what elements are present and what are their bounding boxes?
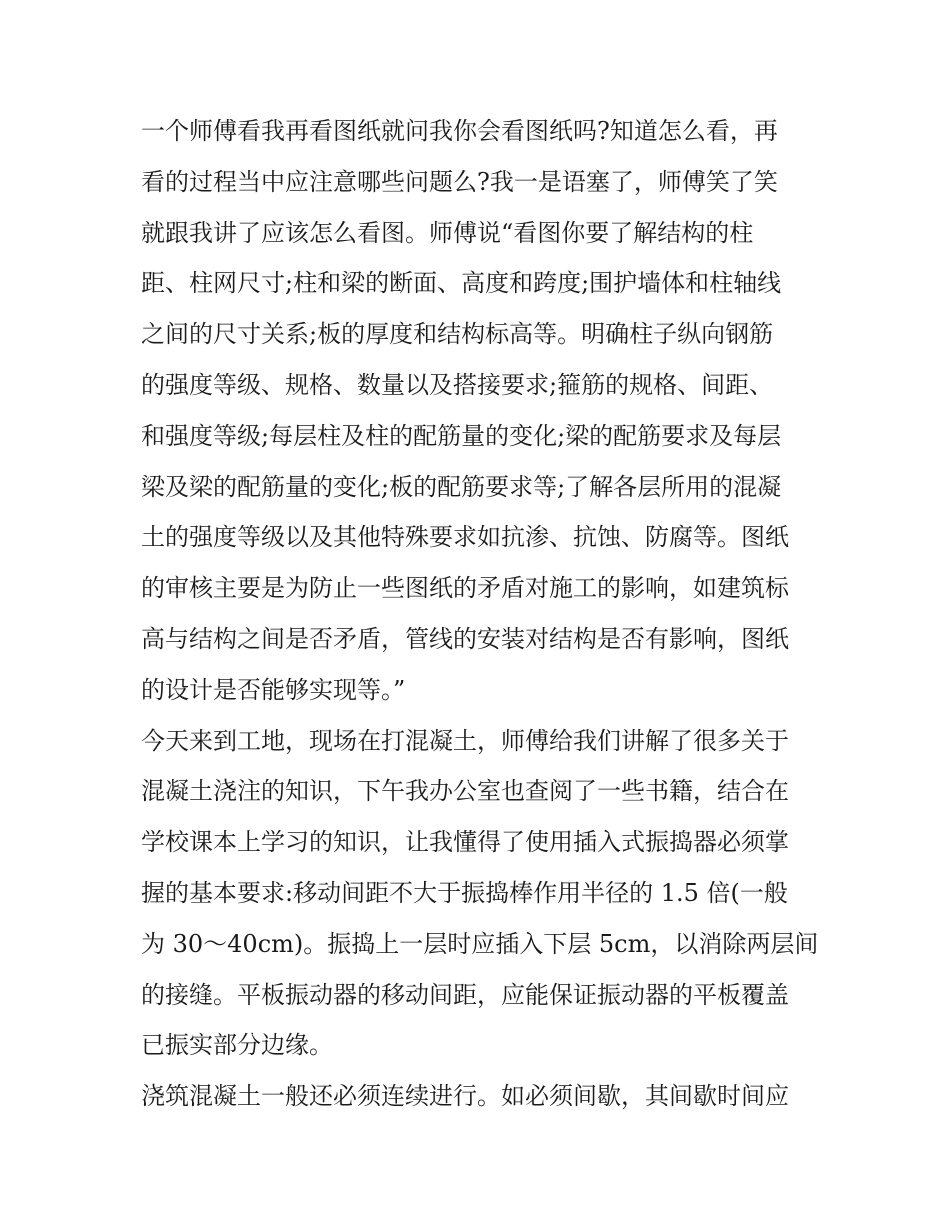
text-line: 的接缝。平板振动器的移动间距，应能保证振动器的平板覆盖 — [141, 980, 789, 1009]
text-line: 高与结构之间是否矛盾，管线的安装对结构是否有影响，图纸 — [141, 624, 789, 653]
text-line: 为 30～40cm)。振捣上一层时应插入下层 5cm，以消除两层间 — [141, 929, 819, 958]
text-line: 今天来到工地，现场在打混凝土，师傅给我们讲解了很多关于 — [141, 726, 789, 755]
body-text — [141, 106, 819, 1122]
text-line: 看的过程当中应注意哪些问题么?我一是语塞了，师傅笑了笑 — [141, 167, 778, 196]
text-line: 握的基本要求:移动间距不大于振捣棒作用半径的 1.5 倍(一般 — [141, 878, 788, 907]
text-line: 的设计是否能够实现等。” — [141, 675, 406, 704]
paragraph-continuous-pouring — [141, 1071, 813, 1122]
text-line: 的强度等级、规格、数量以及搭接要求;箍筋的规格、间距、 — [141, 370, 774, 399]
text-line: 梁及梁的配筋量的变化;板的配筋要求等;了解各层所用的混凝 — [141, 472, 782, 501]
text-line: 学校课本上学习的知识，让我懂得了使用插入式振捣器必须掌 — [141, 828, 789, 857]
text-line: 的审核主要是为防止一些图纸的矛盾对施工的影响，如建筑标 — [141, 574, 789, 603]
text-line: 土的强度等级以及其他特殊要求如抗渗、抗蚀、防腐等。图纸 — [141, 523, 789, 552]
text-line: 一个师傅看我再看图纸就问我你会看图纸吗?知道怎么看，再 — [141, 117, 778, 145]
paragraph-drawing-review — [141, 106, 813, 716]
text-line: 和强度等级;每层柱及柱的配筋量的变化;梁的配筋要求及每层 — [141, 421, 782, 450]
text-line: 混凝土浇注的知识，下午我办公室也查阅了一些书籍，结合在 — [141, 777, 789, 806]
text-line: 就跟我讲了应该怎么看图。师傅说“看图你要了解结构的柱 — [141, 218, 754, 247]
text-line: 距、柱网尺寸;柱和梁的断面、高度和跨度;围护墙体和柱轴线 — [141, 269, 782, 298]
text-line: 浇筑混凝土一般还必须连续进行。如必须间歇，其间歇时间应 — [141, 1082, 789, 1111]
text-line: 之间的尺寸关系;板的厚度和结构标高等。明确柱子纵向钢筋 — [141, 320, 774, 349]
paragraph-concrete-pouring — [141, 716, 819, 1072]
text-line: 已振实部分边缘。 — [141, 1031, 333, 1060]
